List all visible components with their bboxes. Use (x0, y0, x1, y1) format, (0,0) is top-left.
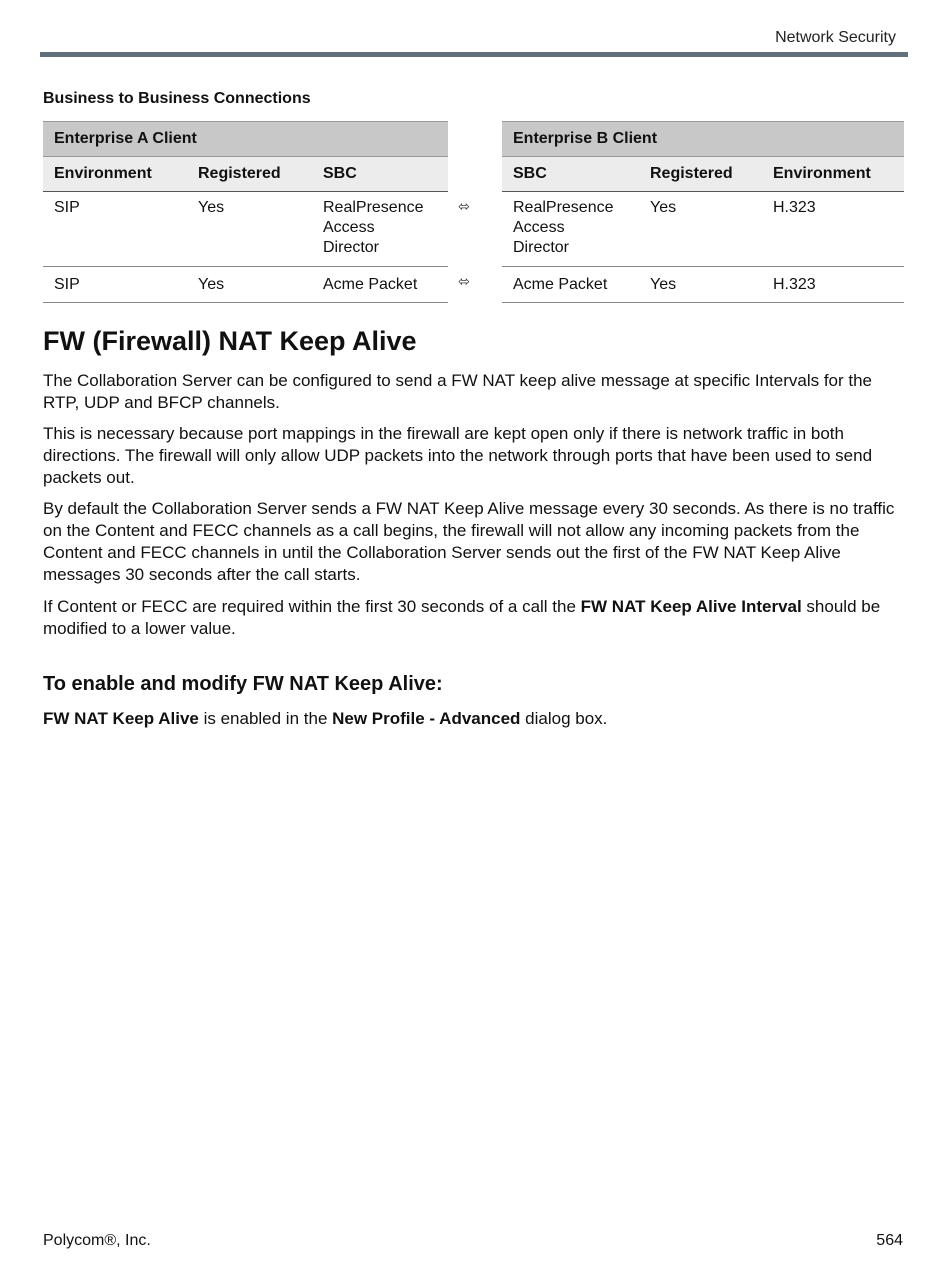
paragraph (43, 708, 905, 730)
table-cell: Acme Packet (502, 267, 639, 303)
setting-name: FW NAT Keep Alive Interval (580, 597, 802, 616)
bidirectional-arrow-icon: ⬄ (458, 273, 470, 289)
paragraph (43, 596, 905, 640)
paragraph-text: dialog box. (520, 709, 608, 728)
table-cell: Yes (639, 267, 762, 303)
paragraph: This is necessary because port mappings in the firewall are kept open only if there is network traffic in both directions. The firewall will only allow UDP packets into the network through ports that have been used to send packets out. (43, 424, 873, 487)
footer-company: Polycom®, Inc. (43, 1232, 151, 1249)
column-header: SBC (502, 157, 639, 192)
table-cell: RealPresence Access Director (502, 192, 639, 267)
running-header: Network Security (775, 29, 896, 46)
column-header: Registered (187, 157, 312, 192)
table-cell: RealPresence Access Director (312, 192, 448, 267)
enterprise-a-table (43, 121, 448, 303)
page-number: 564 (876, 1232, 903, 1249)
paragraph-text: should be modified to a lower value. (43, 597, 881, 638)
table-row (43, 192, 448, 267)
enterprise-b-table (502, 121, 904, 303)
section-title: Business to Business Connections (43, 90, 311, 107)
page-heading: FW (Firewall) NAT Keep Alive (43, 326, 417, 356)
paragraph-text: If Content or FECC are required within the first 30 seconds of a call the (43, 597, 581, 616)
table-cell: Yes (187, 267, 312, 303)
table-cell: H.323 (762, 192, 904, 267)
paragraph-text: is enabled in the (198, 709, 333, 728)
table-row (502, 192, 904, 267)
column-header: SBC (312, 157, 448, 192)
header-divider (40, 52, 908, 57)
setting-name: FW NAT Keep Alive (43, 709, 199, 728)
table-cell: SIP (43, 192, 187, 267)
paragraph: The Collaboration Server can be configured to send a FW NAT keep alive message at specific Intervals for the RTP, UDP and BFCP channels. (43, 371, 873, 412)
dialog-name: New Profile - Advanced (332, 709, 521, 728)
table-cell: SIP (43, 267, 187, 303)
table-row (502, 267, 904, 303)
table-caption: Enterprise B Client (502, 122, 904, 157)
table-cell: Yes (187, 192, 312, 267)
table-cell: H.323 (762, 267, 904, 303)
table-row (43, 267, 448, 303)
column-header: Environment (762, 157, 904, 192)
paragraph: By default the Collaboration Server sends a FW NAT Keep Alive message every 30 seconds. As there is no traffic on the Content and FECC channels as a call begins, the firewall will not allow any incoming packets from the Content and FECC channels in until the Collaboration Server sends out the first of the FW NAT Keep Alive messages 30 seconds after the call starts. (43, 499, 895, 584)
table-caption: Enterprise A Client (43, 122, 448, 157)
column-header: Registered (639, 157, 762, 192)
column-header: Environment (43, 157, 187, 192)
table-cell: Yes (639, 192, 762, 267)
bidirectional-arrow-icon: ⬄ (458, 198, 470, 214)
table-cell: Acme Packet (312, 267, 448, 303)
procedure-heading: To enable and modify FW NAT Keep Alive: (43, 673, 443, 695)
